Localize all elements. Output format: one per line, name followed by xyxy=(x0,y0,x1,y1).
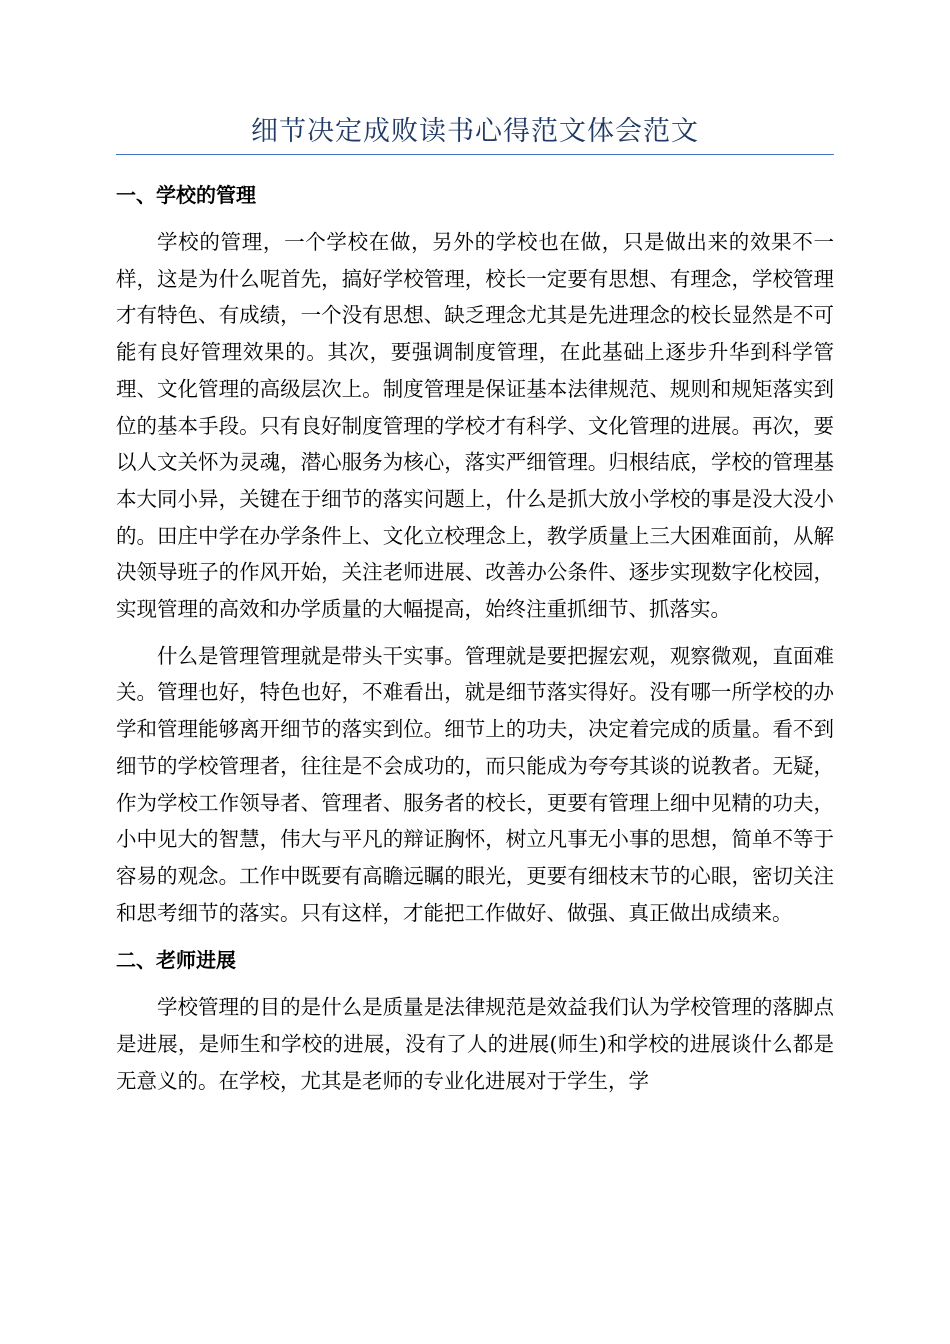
section-heading-teacher-development: 二、老师进展 xyxy=(116,948,236,973)
section-heading-school-management: 一、学校的管理 xyxy=(116,183,256,207)
title-underline xyxy=(116,154,834,155)
document-body xyxy=(116,176,834,1109)
document-title: 细节决定成败读书心得范文体会范文 xyxy=(251,116,699,147)
paragraph: 学校管理的目的是什么是质量是法律规范是效益我们认为学校管理的落脚点是进展，是师生和学校的进展，没有了人的进展(师生)和学校的进展谈什么都是无意义的。在学校，尤其是老师的专业化进展对于学生，学 xyxy=(116,995,834,1093)
paragraph: 学校的管理，一个学校在做，另外的学校也在做，只是做出来的效果不一样，这是为什么呢首先，搞好学校管理，校长一定要有思想、有理念，学校管理才有特色、有成绩，一个没有思想、缺乏理念尤其是先进理念的校长显然是不可能有良好管理效果的。其次，要强调制度管理，在此基础上逐步升华到科学管理、文化管理的高级层次上。制度管理是保证基本法律规范、规则和规矩落实到位的基本手段。只有良好制度管理的学校才有科学、文化管理的进展。再次，要以人文关怀为灵魂，潜心服务为核心，落实严细管理。归根结底，学校的管理基本大同小异，关键在于细节的落实问题上，什么是抓大放小学校的事是没大没小的。田庄中学在办学条件上、文化立校理念上，教学质量上三大困难面前，从解决领导班子的作风开始，关注老师进展、改善办公条件、逐步实现数字化校园，实现管理的高效和办学质量的大幅提高，始终注重抓细节、抓落实。 xyxy=(116,230,834,622)
paragraph: 什么是管理管理就是带头干实事。管理就是要把握宏观，观察微观，直面难关。管理也好，特色也好，不难看出，就是细节落实得好。没有哪一所学校的办学和管理能够离开细节的落实到位。细节上的功夫，决定着完成的质量。看不到细节的学校管理者，往往是不会成功的，而只能成为夸夸其谈的说教者。无疑，作为学校工作领导者、管理者、服务者的校长，更要有管理上细中见精的功夫，小中见大的智慧，伟大与平凡的辩证胸怀，树立凡事无小事的思想，简单不等于容易的观念。工作中既要有高瞻远瞩的眼光，更要有细枝末节的心眼，密切关注和思考细节的落实。只有这样，才能把工作做好、做强、真正做出成绩来。 xyxy=(116,643,834,925)
